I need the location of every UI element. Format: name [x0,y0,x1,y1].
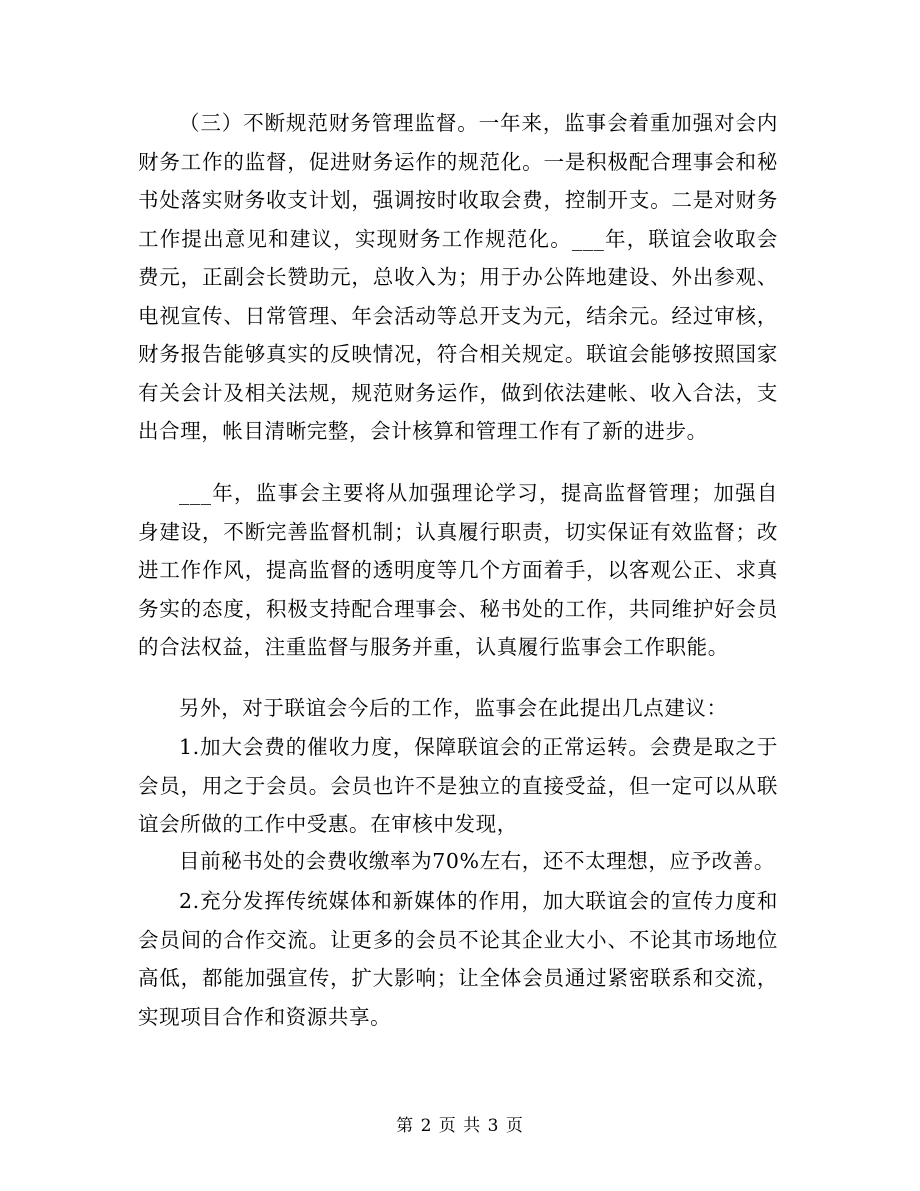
page-number-footer: 第 2 页 共 3 页 [396,1116,524,1136]
paragraph-suggestion-2: 2.充分发挥传统媒体和新媒体的作用，加大联谊会的宣传力度和会员间的合作交流。让更多的会员不论其企业大小、不论其市场地位高低，都能加强宣传，扩大影响；让全体会员通过紧密联系和交流，实现项目合作和资源共享。 [138,889,778,1029]
paragraph-suggestion-1: 1.加大会费的催收力度，保障联谊会的正常运转。会费是取之于会员，用之于会员。会员也许不是独立的直接受益，但一定可以从联谊会所做的工作中受惠。在审核中发现， [138,735,778,836]
paragraph-finance-supervision: （三）不断规范财务管理监督。一年来，监事会着重加强对会内财务工作的监督，促进财务运作的规范化。一是积极配合理事会和秘书处落实财务收支计划，强调按时收取会费，控制开支。二是对财务工作提出意见和建议，实现财务工作规范化。___年，联谊会收取会费元，正副会长赞助元，总收入为；用于办公阵地建设、外出参观、电视宣传、日常管理、年会活动等总开支为元，结余元。经过审核，财务报告能够真实的反映情况，符合相关规定。联谊会能够按照国家有关会计及相关法规，规范财务运作，做到依法建帐、收入合法，支出合理，帐目清晰完整，会计核算和管理工作有了新的进步。 [138,111,778,443]
paragraph-suggestions-intro: 另外，对于联谊会今后的工作，监事会在此提出几点建议： [179,696,728,720]
paragraph-suggestion-1-continued: 目前秘书处的会费收缴率为70%左右，还不太理想，应予改善。 [179,849,775,873]
paragraph-future-plan: ___年，监事会主要将从加强理论学习，提高监督管理；加强自身建设，不断完善监督机制；认真履行职责，切实保证有效监督；改进工作作风，提高监督的透明度等几个方面着手，以客观公正、求真务实的态度，积极支持配合理事会、秘书处的工作，共同维护好会员的合法权益，注重监督与服务并重，认真履行监事会工作职能。 [138,481,778,659]
